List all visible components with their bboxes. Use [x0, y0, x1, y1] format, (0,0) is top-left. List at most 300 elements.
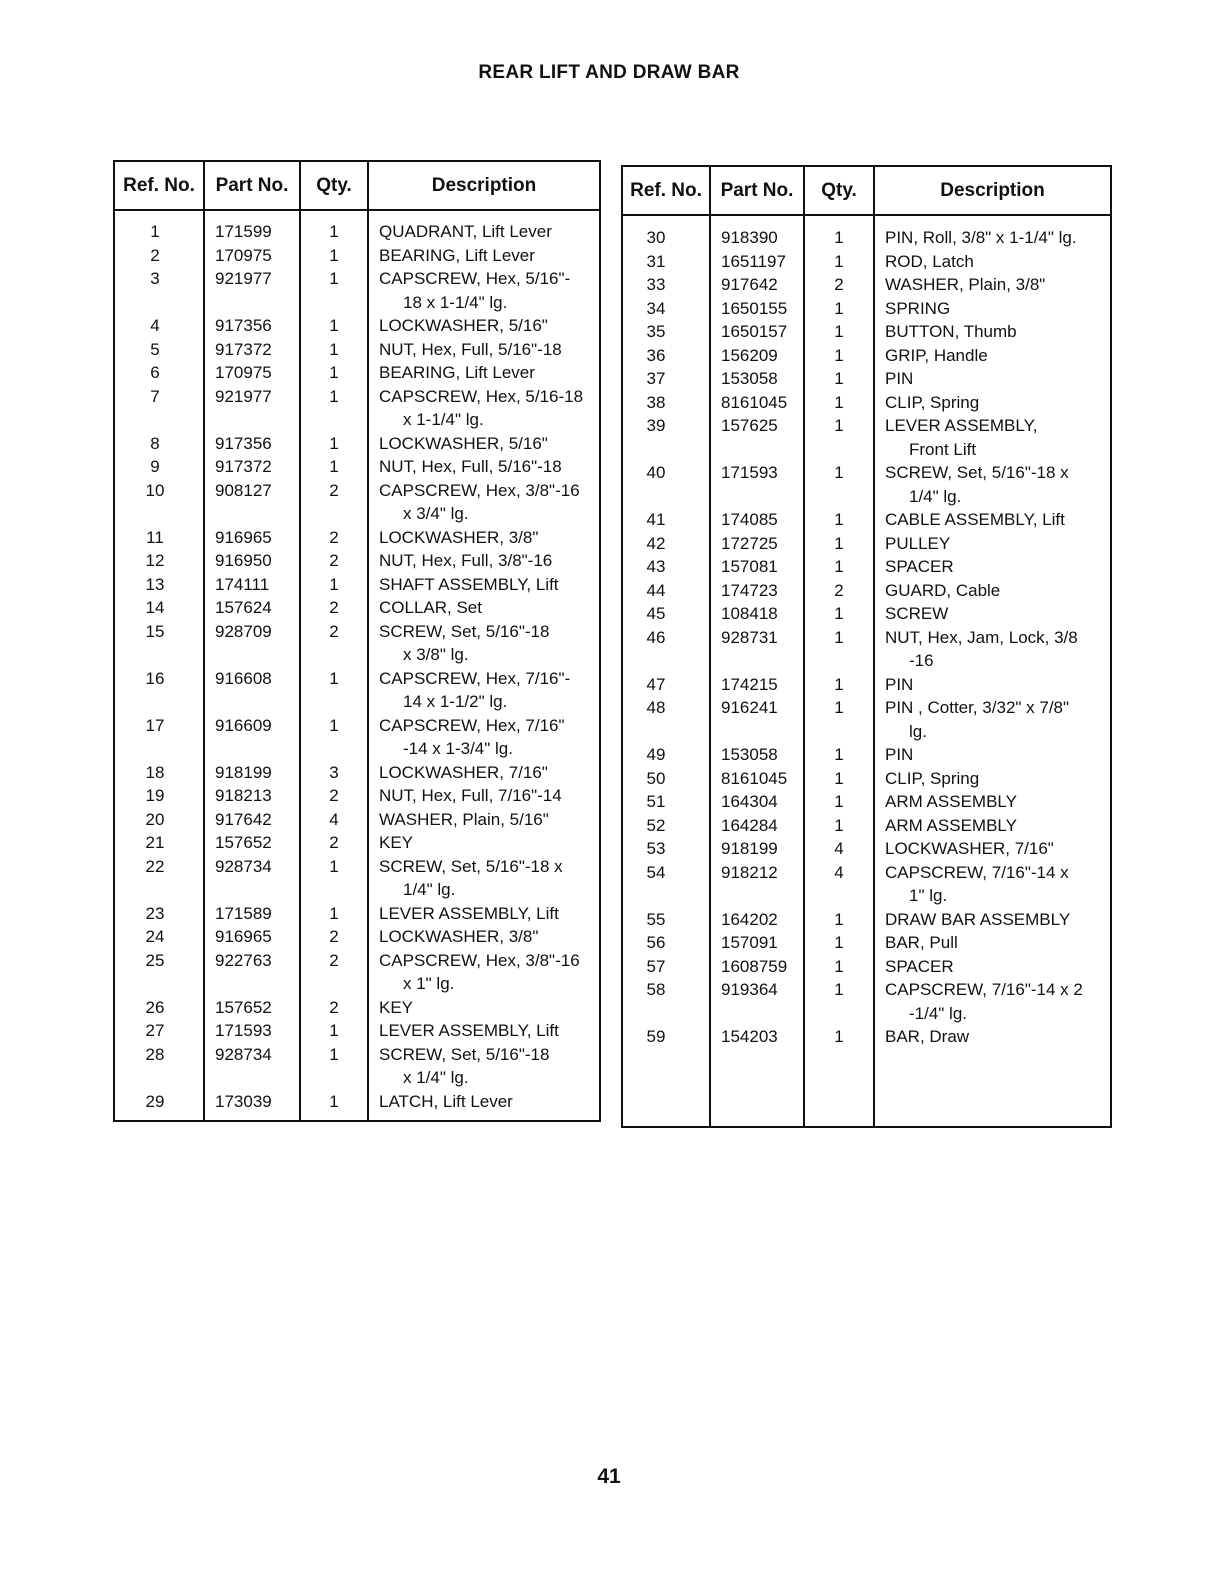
description-line: DRAW BAR ASSEMBLY	[885, 909, 1071, 929]
ref-no-cell: 44	[646, 580, 666, 600]
part-no-cell: 153058	[721, 745, 778, 764]
table-row	[115, 808, 599, 832]
description-cell	[875, 297, 1110, 321]
description-continuation: 1/4" lg.	[403, 880, 456, 899]
table-row	[623, 367, 1110, 391]
description-continuation: Front Lift	[909, 439, 977, 459]
table-row	[115, 902, 599, 926]
qty-cell: 1	[834, 369, 844, 388]
ref-no-cell: 11	[146, 527, 164, 547]
description-cell	[875, 767, 1110, 791]
description-continuation: 18 x 1-1/4" lg.	[403, 292, 508, 312]
part-no-cell: 8161045	[721, 768, 788, 788]
ref-no-cell: 57	[646, 956, 666, 976]
description-line: SCREW, Set, 5/16"-18	[379, 1044, 550, 1064]
table-row	[115, 667, 599, 714]
ref-no-cell: 34	[646, 298, 666, 318]
description-cell	[875, 696, 1110, 743]
part-no-cell: 918199	[215, 762, 272, 782]
table-row	[623, 626, 1110, 673]
ref-no-cell: 19	[145, 786, 165, 805]
ref-no-cell: 26	[145, 997, 165, 1017]
description-continuation: 1" lg.	[909, 886, 948, 905]
qty-cell: 1	[834, 768, 844, 788]
table-row	[115, 596, 599, 620]
part-no-cell: 1650157	[721, 322, 788, 341]
table-row	[115, 831, 599, 855]
description-line: CAPSCREW, 7/16"-14 x	[885, 862, 1069, 882]
qty-cell: 1	[834, 557, 844, 576]
ref-no-cell: 20	[145, 809, 165, 829]
part-no-cell: 157624	[215, 598, 272, 617]
table-row	[623, 767, 1110, 791]
part-no-cell: 164304	[721, 792, 778, 811]
qty-cell: 1	[329, 269, 339, 288]
qty-cell: 1	[329, 1091, 339, 1111]
part-no-cell: 908127	[215, 480, 272, 500]
qty-cell: 1	[834, 792, 844, 811]
ref-no-cell: 16	[145, 668, 165, 688]
part-no-cell: 921977	[215, 269, 272, 288]
qty-cell: 1	[834, 815, 844, 835]
description-line: LOCKWASHER, 5/16"	[379, 433, 548, 453]
qty-cell: 3	[329, 762, 339, 782]
qty-cell: 2	[329, 527, 339, 547]
description-line: LEVER ASSEMBLY, Lift	[379, 1021, 559, 1040]
ref-no-cell: 47	[646, 674, 666, 694]
description-cell	[875, 250, 1110, 274]
table-row	[115, 549, 599, 573]
table-row	[623, 861, 1110, 908]
description-continuation: x 3/4" lg.	[403, 504, 469, 523]
ref-no-cell: 25	[145, 950, 165, 970]
qty-cell: 1	[329, 363, 339, 382]
description-line: LOCKWASHER, 5/16"	[379, 316, 548, 335]
description-cell	[369, 361, 599, 385]
description-line: CAPSCREW, Hex, 7/16"-	[379, 668, 571, 688]
ref-no-cell: 38	[646, 392, 666, 412]
qty-cell: 2	[329, 598, 339, 617]
part-no-cell: 917372	[215, 339, 272, 359]
table-row	[623, 1025, 1110, 1049]
part-no-cell: 918212	[721, 862, 778, 882]
table-row	[115, 244, 599, 268]
description-line: NUT, Hex, Full, 5/16"-18	[379, 339, 562, 359]
qty-cell: 2	[329, 950, 339, 970]
part-no-cell: 170975	[215, 363, 272, 382]
description-cell	[369, 455, 599, 479]
table-row	[623, 297, 1110, 321]
description-line: COLLAR, Set	[379, 598, 482, 617]
part-no-cell: 917642	[215, 809, 272, 829]
description-cell	[369, 1019, 599, 1043]
header-part-no: Part No.	[720, 180, 794, 201]
part-no-cell: 928731	[721, 627, 778, 647]
description-cell	[369, 549, 599, 573]
part-no-cell: 916965	[215, 527, 272, 547]
description-line: CABLE ASSEMBLY, Lift	[885, 510, 1065, 529]
page-number: 41	[597, 1465, 621, 1488]
qty-cell: 2	[329, 551, 339, 570]
ref-no-cell: 8	[150, 433, 160, 453]
ref-no-cell: 3	[150, 269, 160, 288]
description-line: SCREW, Set, 5/16"-18 x	[885, 463, 1069, 482]
header-description: Description	[940, 180, 1045, 201]
description-line: QUADRANT, Lift Lever	[379, 222, 552, 241]
description-line: BEARING, Lift Lever	[379, 363, 535, 382]
ref-no-cell: 21	[145, 833, 165, 852]
table-row	[115, 784, 599, 808]
qty-cell: 1	[834, 228, 844, 247]
part-no-cell: 916965	[215, 927, 272, 946]
description-cell	[369, 338, 599, 362]
ref-no-cell: 5	[150, 339, 160, 359]
description-line: BAR, Pull	[885, 933, 958, 952]
table-row	[623, 508, 1110, 532]
qty-cell: 1	[834, 980, 844, 999]
description-line: CLIP, Spring	[885, 768, 980, 788]
table-row	[115, 338, 599, 362]
description-line: NUT, Hex, Full, 3/8"-16	[379, 551, 553, 570]
description-cell	[369, 855, 599, 902]
part-no-cell: 174723	[721, 580, 778, 600]
table-row	[115, 361, 599, 385]
description-line: CAPSCREW, Hex, 5/16-18	[379, 386, 584, 406]
part-no-cell: 921977	[215, 386, 272, 406]
ref-no-cell: 43	[646, 557, 666, 576]
table-row	[115, 1043, 599, 1090]
description-line: NUT, Hex, Full, 7/16"-14	[379, 786, 562, 805]
part-no-cell: 916608	[215, 668, 272, 688]
description-cell	[369, 714, 599, 761]
part-no-cell: 174215	[721, 674, 778, 694]
qty-cell: 1	[329, 856, 339, 876]
table-row	[115, 925, 599, 949]
table-row	[623, 555, 1110, 579]
ref-no-cell: 31	[646, 251, 666, 271]
table-header	[115, 162, 599, 211]
part-no-cell: 922763	[215, 950, 272, 970]
table-row	[115, 267, 599, 314]
table-row	[623, 955, 1110, 979]
ref-no-cell: 14	[145, 598, 165, 617]
qty-cell: 1	[329, 339, 339, 359]
description-line: CAPSCREW, Hex, 3/8"-16	[379, 480, 580, 500]
table-row	[115, 479, 599, 526]
description-line: PULLEY	[885, 533, 951, 553]
part-no-cell: 174111	[215, 574, 270, 594]
description-cell	[875, 790, 1110, 814]
description-cell	[875, 955, 1110, 979]
table-row	[623, 814, 1110, 838]
table-row	[623, 978, 1110, 1025]
description-line: NUT, Hex, Full, 5/16"-18	[379, 457, 562, 476]
qty-cell: 1	[329, 316, 339, 335]
qty-cell: 1	[834, 909, 844, 929]
ref-no-cell: 23	[145, 903, 165, 923]
part-no-cell: 157091	[721, 933, 778, 952]
table-row	[115, 620, 599, 667]
qty-cell: 1	[329, 386, 339, 406]
table-row	[623, 931, 1110, 955]
qty-cell: 1	[329, 668, 339, 688]
part-no-cell: 156209	[721, 345, 778, 365]
description-cell	[875, 391, 1110, 415]
qty-cell: 1	[329, 433, 339, 453]
qty-cell: 2	[329, 997, 339, 1017]
description-line: KEY	[379, 833, 414, 852]
description-continuation: -14 x 1-3/4" lg.	[403, 739, 513, 758]
qty-cell: 1	[834, 533, 844, 553]
ref-no-cell: 18	[145, 762, 165, 782]
description-line: PIN	[885, 745, 914, 764]
description-cell	[369, 1090, 599, 1114]
description-line: SCREW	[885, 604, 949, 623]
ref-no-cell: 40	[646, 463, 666, 482]
qty-cell: 4	[834, 862, 844, 882]
description-cell	[369, 902, 599, 926]
ref-no-cell: 27	[145, 1021, 165, 1040]
description-line: BAR, Draw	[885, 1027, 970, 1046]
part-no-cell: 174085	[721, 510, 778, 529]
ref-no-cell: 29	[145, 1091, 165, 1111]
table-row	[115, 855, 599, 902]
ref-no-cell: 58	[646, 980, 666, 999]
ref-no-cell: 49	[646, 745, 666, 764]
description-line: CAPSCREW, Hex, 7/16"	[379, 715, 565, 735]
description-continuation: -1/4" lg.	[909, 1003, 968, 1023]
description-cell	[369, 949, 599, 996]
qty-cell: 1	[329, 1021, 339, 1040]
part-no-cell: 157652	[215, 997, 272, 1017]
description-continuation: 1/4" lg.	[909, 486, 962, 506]
qty-cell: 1	[834, 463, 844, 482]
part-no-cell: 916241	[721, 698, 778, 717]
table-row	[115, 1090, 599, 1114]
table-row	[115, 220, 599, 244]
description-line: ARM ASSEMBLY	[885, 815, 1017, 835]
qty-cell: 1	[834, 933, 844, 952]
ref-no-cell: 22	[145, 856, 165, 876]
table-header	[623, 167, 1110, 216]
table-row	[623, 414, 1110, 461]
description-cell	[369, 432, 599, 456]
description-cell	[875, 555, 1110, 579]
part-no-cell: 154203	[721, 1027, 778, 1046]
table-row	[623, 579, 1110, 603]
description-cell	[875, 861, 1110, 908]
description-cell	[875, 273, 1110, 297]
qty-cell: 1	[834, 698, 844, 717]
qty-cell: 1	[834, 956, 844, 976]
ref-no-cell: 53	[646, 839, 666, 858]
part-no-cell: 171599	[215, 222, 272, 241]
description-cell	[875, 978, 1110, 1025]
qty-cell: 1	[834, 392, 844, 412]
table-row	[623, 673, 1110, 697]
description-line: SCREW, Set, 5/16"-18	[379, 621, 550, 641]
table-row	[115, 996, 599, 1020]
ref-no-cell: 54	[646, 862, 666, 882]
ref-no-cell: 46	[646, 627, 666, 647]
description-line: LATCH, Lift Lever	[379, 1091, 513, 1111]
description-continuation: x 1/4" lg.	[403, 1068, 469, 1087]
description-cell	[875, 743, 1110, 767]
part-no-cell: 917356	[215, 316, 272, 335]
description-line: LOCKWASHER, 3/8"	[379, 527, 539, 547]
description-line: SHAFT ASSEMBLY, Lift	[379, 574, 559, 594]
parts-table-left	[113, 160, 601, 1122]
description-line: LEVER ASSEMBLY,	[885, 416, 1038, 435]
description-line: WASHER, Plain, 3/8"	[885, 275, 1046, 294]
description-cell	[369, 267, 599, 314]
description-line: BEARING, Lift Lever	[379, 245, 535, 265]
description-line: PIN, Roll, 3/8" x 1-1/4" lg.	[885, 228, 1077, 247]
description-line: GRIP, Handle	[885, 345, 988, 365]
description-line: PIN	[885, 674, 914, 694]
part-no-cell: 916609	[215, 715, 272, 735]
description-line: LOCKWASHER, 7/16"	[379, 762, 548, 782]
ref-no-cell: 7	[150, 386, 160, 406]
description-line: PIN	[885, 369, 914, 388]
description-cell	[875, 579, 1110, 603]
table-row	[115, 314, 599, 338]
description-line: CAPSCREW, Hex, 5/16"-	[379, 269, 571, 288]
description-cell	[369, 1043, 599, 1090]
ref-no-cell: 50	[646, 768, 666, 788]
ref-no-cell: 13	[145, 574, 165, 594]
description-cell	[369, 479, 599, 526]
table-row	[623, 837, 1110, 861]
part-no-cell: 8161045	[721, 392, 788, 412]
part-no-cell: 918390	[721, 228, 778, 247]
qty-cell: 1	[834, 510, 844, 529]
qty-cell: 1	[329, 715, 339, 735]
header-ref-no: Ref. No.	[123, 175, 195, 196]
description-cell	[369, 526, 599, 550]
qty-cell: 2	[329, 621, 339, 641]
description-cell	[369, 667, 599, 714]
ref-no-cell: 51	[646, 792, 666, 811]
header-ref-no: Ref. No.	[630, 180, 702, 201]
table-row	[115, 714, 599, 761]
description-cell	[875, 226, 1110, 250]
header-description: Description	[431, 175, 537, 196]
description-line: CLIP, Spring	[885, 392, 980, 412]
description-line: NUT, Hex, Jam, Lock, 3/8	[885, 627, 1078, 647]
qty-cell: 2	[834, 580, 844, 600]
ref-no-cell: 28	[145, 1044, 165, 1064]
description-cell	[369, 220, 599, 244]
description-cell	[875, 814, 1110, 838]
description-cell	[369, 596, 599, 620]
part-no-cell: 170975	[215, 245, 272, 265]
description-continuation: x 1" lg.	[403, 974, 455, 993]
qty-cell: 1	[834, 1027, 844, 1046]
qty-cell: 1	[329, 574, 339, 594]
table-row	[115, 432, 599, 456]
ref-no-cell: 37	[646, 369, 666, 388]
part-no-cell: 164284	[721, 815, 778, 835]
part-no-cell: 917642	[721, 275, 778, 294]
qty-cell: 1	[329, 245, 339, 265]
ref-no-cell: 56	[646, 933, 666, 952]
page-title: REAR LIFT AND DRAW BAR	[478, 62, 740, 83]
description-continuation: x 1-1/4" lg.	[403, 410, 484, 429]
table-row	[623, 250, 1110, 274]
description-cell	[369, 925, 599, 949]
part-no-cell: 928709	[215, 621, 272, 641]
part-no-cell: 171593	[215, 1021, 272, 1040]
part-no-cell: 928734	[215, 856, 272, 876]
description-line: SPACER	[885, 956, 954, 976]
description-cell	[875, 532, 1110, 556]
description-line: LOCKWASHER, 3/8"	[379, 927, 539, 946]
ref-no-cell: 4	[150, 316, 160, 335]
ref-no-cell: 2	[150, 245, 160, 265]
part-no-cell: 157081	[721, 557, 778, 576]
ref-no-cell: 33	[646, 275, 666, 294]
qty-cell: 1	[834, 251, 844, 271]
description-line: SCREW, Set, 5/16"-18 x	[379, 856, 563, 876]
table-row	[623, 461, 1110, 508]
part-no-cell: 918213	[215, 786, 272, 805]
description-continuation: 14 x 1-1/2" lg.	[403, 692, 508, 711]
qty-cell: 1	[329, 457, 339, 476]
ref-no-cell: 1	[150, 222, 160, 241]
qty-cell: 2	[834, 275, 844, 294]
part-no-cell: 164202	[721, 909, 778, 929]
qty-cell: 1	[834, 345, 844, 365]
ref-no-cell: 41	[646, 510, 666, 529]
description-cell	[369, 385, 599, 432]
description-cell	[875, 320, 1110, 344]
ref-no-cell: 6	[150, 363, 160, 382]
description-cell	[369, 573, 599, 597]
table-row	[623, 602, 1110, 626]
description-continuation: lg.	[909, 721, 927, 741]
table-row	[115, 573, 599, 597]
part-no-cell: 157625	[721, 416, 778, 435]
qty-cell: 1	[329, 222, 339, 241]
ref-no-cell: 48	[646, 698, 666, 717]
part-no-cell: 153058	[721, 369, 778, 388]
qty-cell: 2	[329, 786, 339, 805]
description-continuation: x 3/8" lg.	[403, 645, 469, 664]
qty-cell: 1	[834, 674, 844, 694]
qty-cell: 1	[834, 416, 844, 435]
table-row	[623, 532, 1110, 556]
ref-no-cell: 15	[145, 621, 165, 641]
qty-cell: 1	[834, 745, 844, 764]
description-cell	[369, 996, 599, 1020]
qty-cell: 4	[329, 809, 339, 829]
table-row	[115, 761, 599, 785]
part-no-cell: 916950	[215, 551, 272, 570]
ref-no-cell: 59	[646, 1027, 666, 1046]
ref-no-cell: 52	[646, 815, 666, 835]
part-no-cell: 1651197	[721, 251, 786, 271]
ref-no-cell: 24	[145, 927, 165, 946]
table-row	[623, 344, 1110, 368]
description-cell	[875, 837, 1110, 861]
description-cell	[369, 784, 599, 808]
part-no-cell: 917372	[215, 457, 272, 476]
qty-cell: 4	[834, 839, 844, 858]
ref-no-cell: 36	[646, 345, 666, 365]
table-row	[623, 391, 1110, 415]
part-no-cell: 919364	[721, 980, 778, 999]
